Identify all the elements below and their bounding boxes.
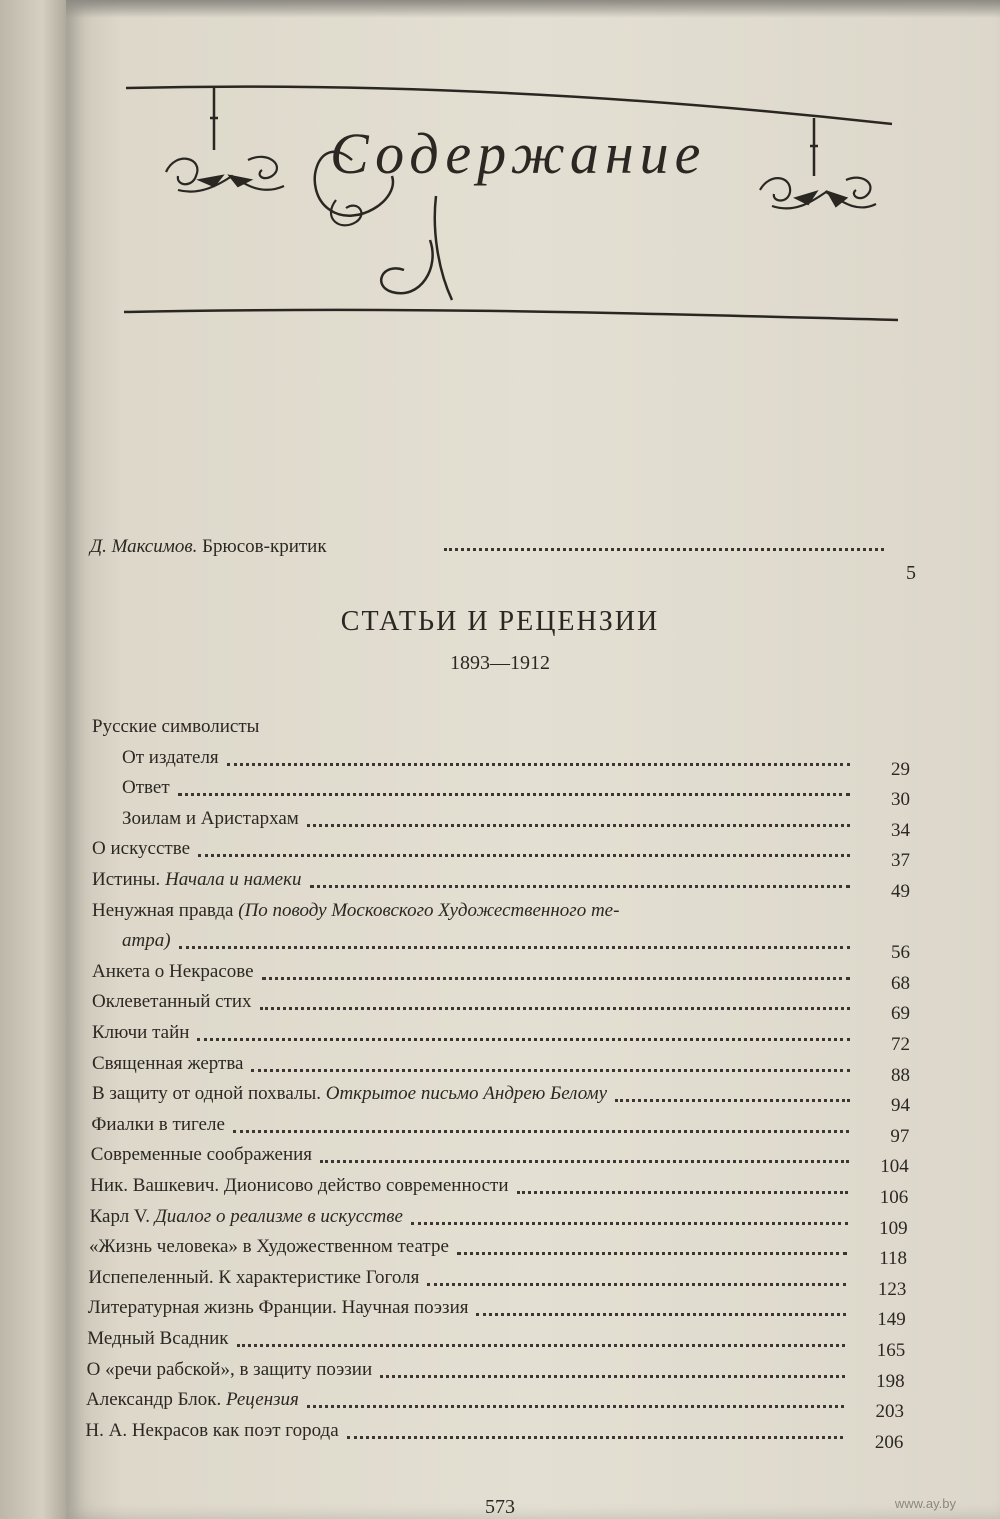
watermark: www.ay.by xyxy=(894,1496,956,1511)
toc-entry-title xyxy=(90,1175,508,1197)
toc-leader-dots xyxy=(307,1405,844,1408)
toc-entry-title-part: Ответ xyxy=(122,777,170,799)
toc-entry-title-part: Русские символисты xyxy=(92,716,260,737)
toc-entry-title-part: Современные соображения xyxy=(90,1144,313,1166)
toc-leader-dots xyxy=(427,1283,846,1286)
toc-entry-title xyxy=(122,930,171,952)
toc-entry xyxy=(74,930,914,964)
toc-entry xyxy=(67,1419,907,1453)
toc-entry-title-part: Ключи тайн xyxy=(92,1022,190,1043)
intro-page-number: 5 xyxy=(906,562,916,584)
toc-entry-title-part: От издателя xyxy=(122,746,219,768)
toc-entry-page-number: 97 xyxy=(890,1125,910,1147)
toc-entry-page-number: 118 xyxy=(879,1248,907,1270)
toc-leader-dots xyxy=(380,1375,844,1378)
toc-entry-title-part: Карл V. xyxy=(89,1205,155,1227)
toc-entry xyxy=(74,1083,914,1117)
toc-entry-page-number: 34 xyxy=(891,819,910,841)
toc-entry-title-part: Диалог о реализме в искусстве xyxy=(154,1205,403,1227)
toc-entry xyxy=(71,1236,911,1270)
toc-entry-title xyxy=(85,1420,338,1442)
toc-entry-title-part: «Жизнь человека» в Художественном театре xyxy=(89,1236,449,1258)
toc-entry-page-number: 72 xyxy=(891,1034,910,1055)
toc-entry xyxy=(74,777,914,811)
toc-leader-dots xyxy=(476,1313,845,1316)
toc-entry xyxy=(74,1052,914,1086)
toc-entry-title xyxy=(92,961,254,983)
toc-entry-page-number: 198 xyxy=(876,1370,905,1392)
toc-entry-page-number: 123 xyxy=(877,1278,907,1300)
toc-entry xyxy=(74,746,914,780)
toc-entry xyxy=(73,1113,913,1147)
toc-leader-dots xyxy=(251,1069,850,1072)
toc-entry-title xyxy=(86,1389,299,1411)
toc-entry-page-number: 94 xyxy=(891,1095,910,1117)
toc-entry-intro xyxy=(90,536,920,584)
toc-entry-page-number: 30 xyxy=(891,789,910,811)
toc-entry-title xyxy=(122,808,299,830)
toc-leader-dots xyxy=(457,1252,847,1255)
toc-entry-page-number: 165 xyxy=(876,1340,906,1361)
toc-leader-dots xyxy=(198,854,850,857)
toc-entry xyxy=(74,838,914,872)
toc-entry-page-number: 88 xyxy=(891,1064,910,1086)
toc-leader-dots xyxy=(411,1222,848,1225)
section-title: СТАТЬИ И РЕЦЕНЗИИ xyxy=(340,606,660,637)
toc-entry-title-part: О «речи рабской», в защиту поэзии xyxy=(86,1358,373,1380)
toc-entry-title-part: Рецензия xyxy=(225,1389,299,1411)
toc-entry-title xyxy=(89,1236,449,1258)
toc-entry xyxy=(74,1022,914,1055)
toc-entry-page-number: 203 xyxy=(875,1401,904,1423)
toc-leader-dots xyxy=(197,1038,850,1041)
toc-entry-title-part: Анкета о Некрасове xyxy=(92,960,254,982)
toc-leader-dots xyxy=(310,885,851,888)
toc-entry-title xyxy=(87,1328,228,1350)
toc-leader-dots xyxy=(320,1160,849,1163)
toc-leader-dots xyxy=(233,1130,850,1133)
toc-entry xyxy=(74,716,914,746)
toc-leader-dots xyxy=(262,977,850,980)
toc-entry-title xyxy=(92,1022,189,1044)
toc-entry-title-part: Александр Блок. xyxy=(86,1389,226,1411)
toc-entry-title xyxy=(87,1359,373,1381)
toc-entry-page-number: 69 xyxy=(891,1003,910,1025)
contents-title-script: Содержание xyxy=(330,121,707,186)
toc-entry xyxy=(73,1144,913,1178)
toc-entry-page-number: 56 xyxy=(891,942,910,964)
toc-entry-title-part: Оклеветанный стих xyxy=(92,991,252,1013)
toc-entry xyxy=(74,960,914,994)
toc-leader-dots xyxy=(260,1007,850,1010)
toc-entry-title-part: Н. А. Некрасов как поэт города xyxy=(85,1419,339,1441)
toc-entry-page-number: 149 xyxy=(877,1309,906,1331)
toc-entry-page-number: 109 xyxy=(879,1217,908,1239)
toc-entry xyxy=(74,900,914,930)
toc-entry-page-number: 49 xyxy=(891,881,910,902)
toc-entry xyxy=(74,869,914,902)
toc-entry-title-part: Медный Всадник xyxy=(87,1328,229,1349)
toc-entry xyxy=(69,1358,909,1392)
toc-entry-title-part: Испепеленный. К характеристике Гоголя xyxy=(88,1266,420,1288)
toc-entry-page-number: 37 xyxy=(891,850,910,872)
page-folio: 573 xyxy=(485,1496,515,1518)
intro-title: Брюсов-критик xyxy=(202,536,327,557)
toc-entry xyxy=(68,1389,908,1423)
toc-leader-dots xyxy=(307,824,850,827)
section-years: 1893—1912 xyxy=(450,652,550,674)
intro-author: Д. Максимов. xyxy=(90,536,198,557)
toc-entry-title xyxy=(122,777,170,799)
toc-entry-page-number: 206 xyxy=(874,1431,904,1453)
toc-entry-title-part: (По поводу Московского Художественного те- xyxy=(238,899,620,921)
toc-entry-title-part: Зоилам и Аристархам xyxy=(122,807,299,829)
toc-leader-dots xyxy=(179,946,850,949)
toc-entry-title xyxy=(92,991,252,1013)
toc-entry-title xyxy=(91,1114,225,1136)
toc-entry-title xyxy=(92,869,302,891)
toc-entry xyxy=(72,1175,912,1208)
toc-entry-page-number: 29 xyxy=(891,758,910,780)
toc-entry-title-part: Священная жертва xyxy=(92,1052,244,1074)
toc-leader-dots xyxy=(347,1436,844,1439)
toc-entry-title xyxy=(90,1206,403,1228)
toc-entry-title-part: Ненужная правда xyxy=(92,899,239,921)
toc-entry-title xyxy=(92,838,190,860)
toc-entry-title-part: Литературная жизнь Франции. Научная поэзия xyxy=(87,1297,469,1319)
toc-leader-dots xyxy=(237,1344,846,1347)
toc-entry-title xyxy=(92,1053,243,1075)
toc-entry-title xyxy=(91,1144,312,1166)
toc-entry-title-part: В защиту от одной похвалы. xyxy=(92,1083,326,1105)
toc-entry-title xyxy=(88,1297,469,1319)
toc-entry xyxy=(74,807,914,841)
toc-entry xyxy=(69,1328,909,1361)
toc-entry-title xyxy=(92,716,259,738)
toc-entry xyxy=(72,1205,912,1239)
toc-entry-title-part: атра) xyxy=(122,930,171,952)
intro-leader-dots xyxy=(444,548,884,551)
toc-entry-title-part: Фиалки в тигеле xyxy=(91,1113,225,1135)
toc-entry-page-number: 106 xyxy=(879,1187,909,1208)
toc-entry xyxy=(74,991,914,1025)
toc-entry xyxy=(70,1266,910,1300)
toc-leader-dots xyxy=(178,793,850,796)
toc-leader-dots xyxy=(615,1099,850,1102)
toc-entry-title-part: Ник. Вашкевич. Дионисово действо современности xyxy=(90,1175,509,1196)
toc-entry-title-part: О искусстве xyxy=(92,838,190,860)
toc-entry-title xyxy=(122,747,219,769)
toc-entry xyxy=(70,1297,910,1331)
toc-leader-dots xyxy=(517,1191,849,1194)
toc-leader-dots xyxy=(227,763,850,766)
toc-entry-page-number: 68 xyxy=(891,972,910,994)
toc-entry-title xyxy=(92,900,619,922)
toc-entry-title xyxy=(88,1267,419,1289)
toc-entry-title-part: Открытое письмо Андрею Белому xyxy=(325,1083,608,1105)
toc-entry-title-part: Начала и намеки xyxy=(165,869,302,890)
toc-entry-page-number: 104 xyxy=(880,1156,909,1178)
toc-entry-title-part: Истины. xyxy=(92,869,166,890)
toc-entry-title xyxy=(92,1083,607,1105)
